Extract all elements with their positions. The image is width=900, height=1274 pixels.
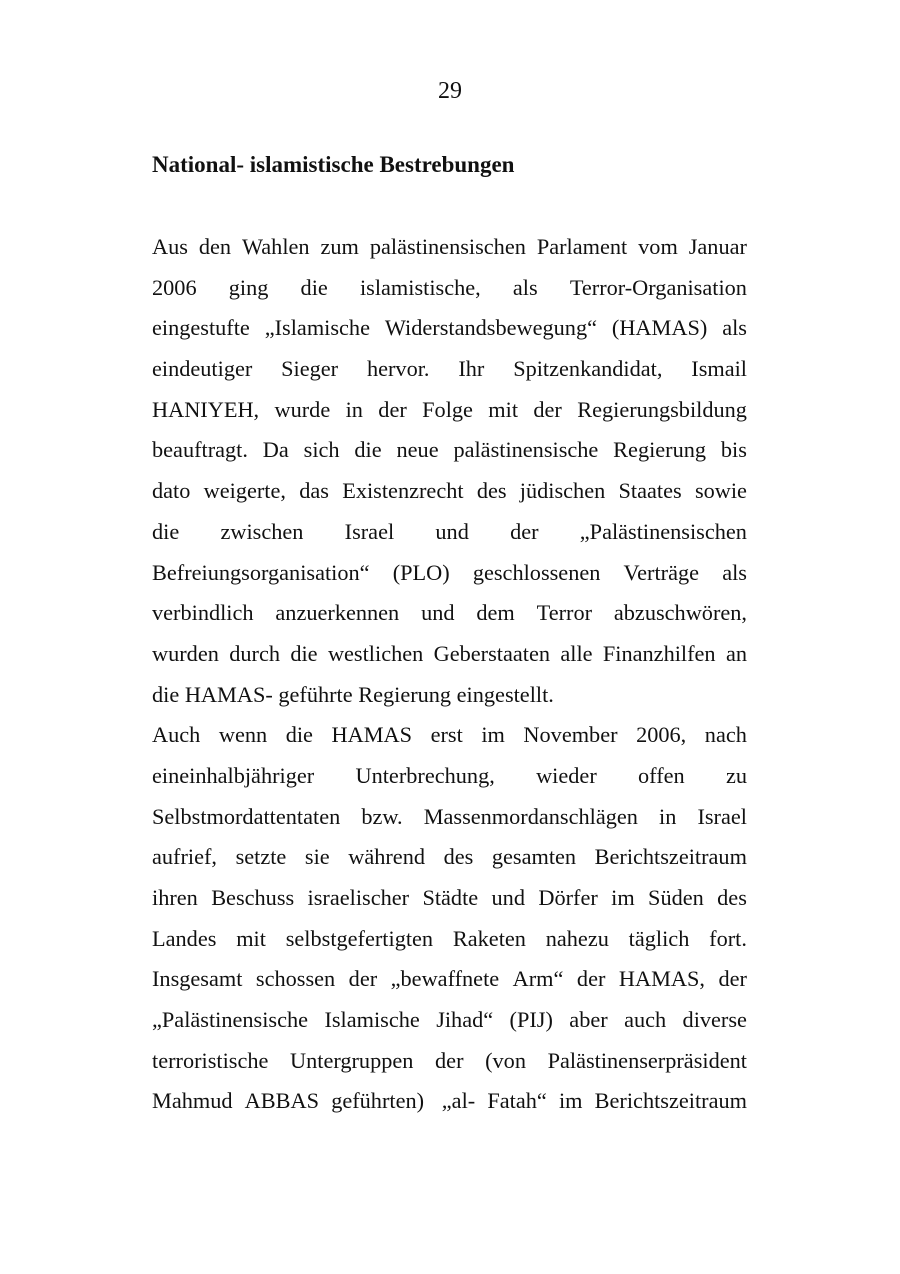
paragraph [152, 715, 747, 1122]
text-line: Auch wenn die HAMAS erst im November 2006, nach [152, 722, 747, 748]
text-line: die zwischen Israel und der „Palästinensischen [152, 518, 747, 544]
text-line: aufrief, setzte sie während des gesamten Berichtszeitraum [152, 844, 747, 870]
text-line: Landes mit selbstgefertigten Raketen nahezu täglich fort. [152, 925, 747, 951]
section-heading: National- islamistische Bestrebungen [152, 152, 515, 177]
text-line: 2006 ging die islamistische, als Terror-Organisation [152, 274, 747, 300]
text-line: eingestufte „Islamische Widerstandsbewegung“ (HAMAS) als [152, 315, 747, 341]
page-number: 29 [438, 78, 462, 104]
text-line: HANIYEH, wurde in der Folge mit der Regierungsbildung [152, 396, 747, 422]
text-line: Aus den Wahlen zum palästinensischen Parlament vom Januar [152, 234, 747, 259]
body-text [152, 227, 747, 1122]
text-line: ihren Beschuss israelischer Städte und Dörfer im Süden des [152, 885, 747, 910]
text-line: die HAMAS- geführte Regierung eingestellt. [152, 681, 554, 707]
text-line: verbindlich anzuerkennen und dem Terror abzuschwören, [152, 600, 747, 626]
text-line: eindeutiger Sieger hervor. Ihr Spitzenkandidat, Ismail [152, 356, 747, 382]
text-line: beauftragt. Da sich die neue palästinensische Regierung bis [152, 437, 747, 463]
text-line: Insgesamt schossen der „bewaffnete Arm“ der HAMAS, der [152, 966, 747, 992]
text-line: terroristische Untergruppen der (von Palästinenserpräsident [152, 1047, 747, 1073]
paragraph [152, 227, 747, 715]
text-line: dato weigerte, das Existenzrecht des jüdischen Staates sowie [152, 478, 747, 504]
text-line: Befreiungsorganisation“ (PLO) geschlossenen Verträge als [152, 559, 747, 585]
text-line: „Palästinensische Islamische Jihad“ (PIJ) aber auch diverse [152, 1007, 747, 1033]
text-line: eineinhalbjähriger Unterbrechung, wieder offen zu [152, 762, 747, 788]
text-line: Mahmud ABBAS geführten) „al- Fatah“ im Berichtszeitraum [152, 1088, 747, 1114]
text-line: Selbstmordattentaten bzw. Massenmordanschlägen in Israel [152, 803, 747, 829]
text-line: wurden durch die westlichen Geberstaaten alle Finanzhilfen an [152, 640, 747, 666]
